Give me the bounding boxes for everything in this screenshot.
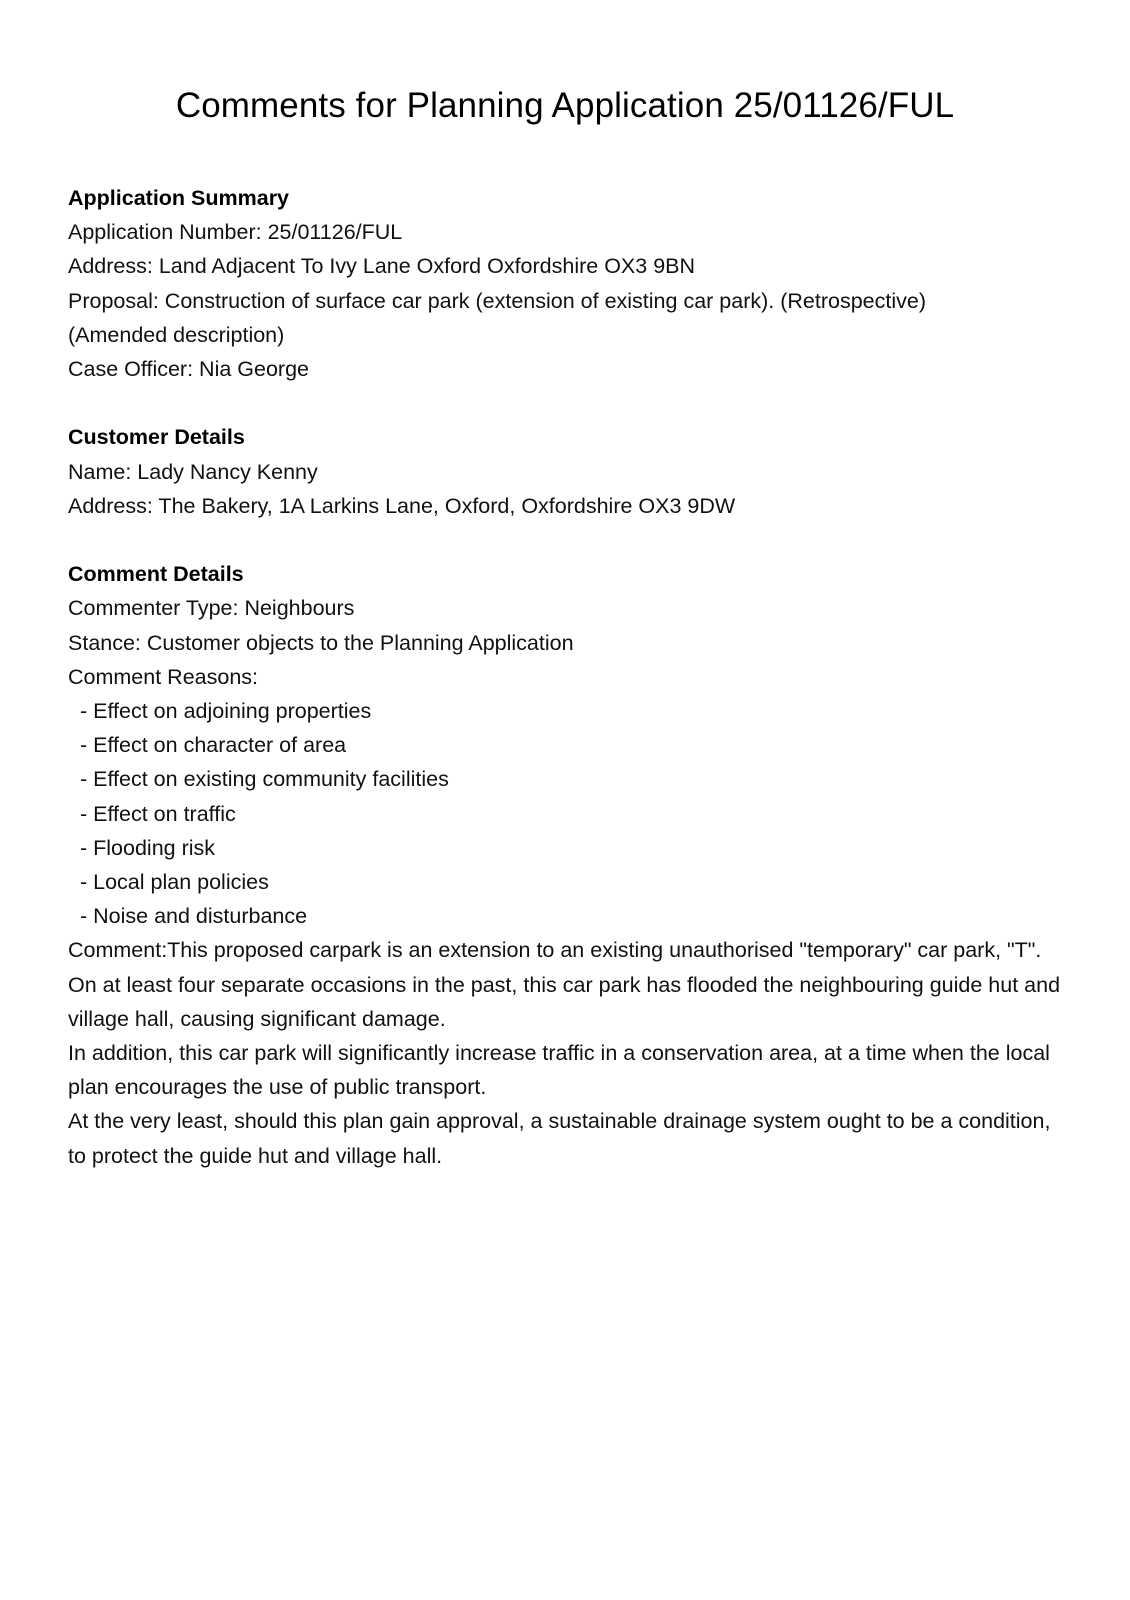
section-spacer	[68, 523, 1068, 557]
case-officer: Case Officer: Nia George	[68, 357, 309, 382]
comment-details-section	[68, 557, 1068, 1173]
commenter-type: Commenter Type: Neighbours	[68, 596, 355, 621]
comment-paragraph: Comment:This proposed carpark is an extension to an existing unauthorised "temporary" car park, "T". On at least four separate occasions in the past, this car park has flooded the neighbouring guide hut and village hall, causing significant damage.	[68, 938, 1061, 1031]
comment-reasons-list	[68, 694, 1068, 933]
customer-details-heading: Customer Details	[68, 425, 245, 450]
page-title: Comments for Planning Application 25/01126/FUL	[175, 86, 955, 125]
section-spacer	[68, 386, 1068, 420]
comment-text	[68, 933, 1068, 1172]
customer-details-section	[68, 420, 1068, 523]
list-item: - Effect on adjoining properties	[80, 699, 372, 724]
comment-paragraph: In addition, this car park will significantly increase traffic in a conservation area, at a time when the local plan encourages the use of public transport.	[68, 1041, 1050, 1100]
application-address: Address: Land Adjacent To Ivy Lane Oxford Oxfordshire OX3 9BN	[68, 254, 696, 279]
list-item: - Effect on character of area	[80, 733, 347, 758]
comment-reasons-label: Comment Reasons:	[68, 664, 258, 689]
list-item: - Effect on existing community facilities	[80, 767, 449, 792]
list-item: - Flooding risk	[80, 835, 216, 860]
customer-name: Name: Lady Nancy Kenny	[68, 459, 318, 484]
comment-paragraph: At the very least, should this plan gain approval, a sustainable drainage system ought to be a condition, to protect the guide hut and village hall.	[68, 1109, 1051, 1168]
comment-details-heading: Comment Details	[68, 562, 244, 587]
stance: Stance: Customer objects to the Planning Application	[68, 630, 574, 655]
application-summary-heading: Application Summary	[68, 186, 290, 210]
application-number: Application Number: 25/01126/FUL	[68, 220, 403, 245]
list-item: - Local plan policies	[80, 870, 269, 895]
proposal-line-1: Proposal: Construction of surface car park (extension of existing car park). (Retrospective)	[68, 288, 926, 313]
proposal-line-2: (Amended description)	[68, 322, 285, 347]
list-item: - Noise and disturbance	[80, 904, 308, 929]
document-body	[68, 181, 1068, 1173]
application-summary-section	[68, 181, 1068, 386]
list-item: - Effect on traffic	[80, 801, 236, 826]
customer-address: Address: The Bakery, 1A Larkins Lane, Oxford, Oxfordshire OX3 9DW	[68, 493, 736, 518]
